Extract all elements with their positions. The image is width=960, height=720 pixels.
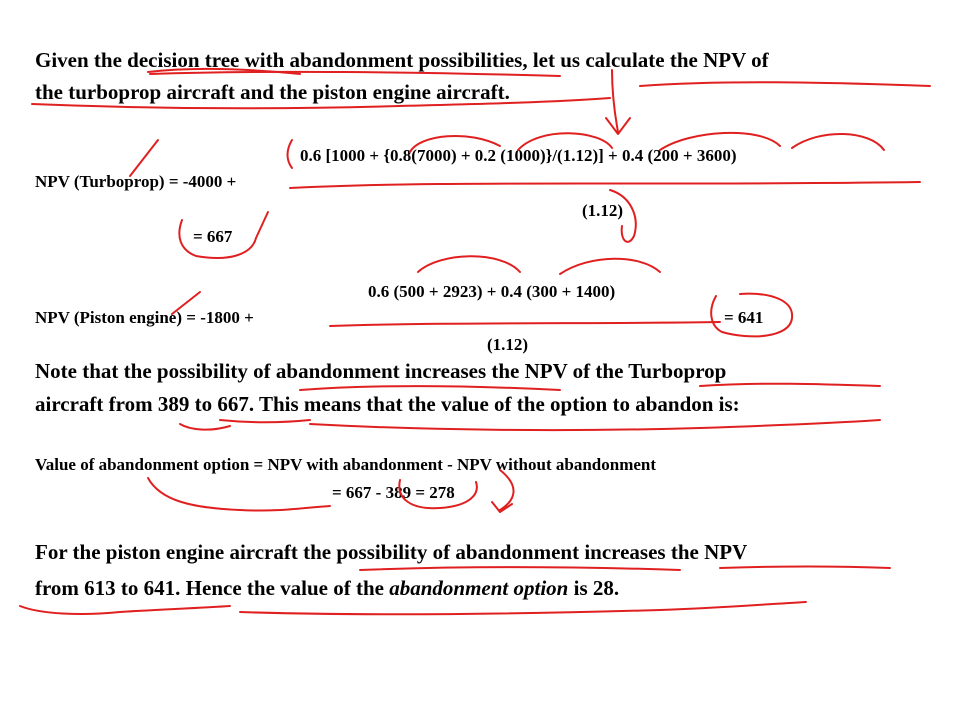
- ink-arc-4: [792, 134, 884, 150]
- ink-underline-possibility: [300, 386, 560, 390]
- ink-underline-npv: [720, 567, 890, 569]
- ink-curve-top-right: [640, 82, 930, 86]
- piston-note-text-b: is 28.: [568, 576, 620, 600]
- ink-fraction-line-2: [330, 322, 720, 326]
- value-option-line-2: = 667 - 389 = 278: [332, 483, 455, 502]
- ink-fraction-line-1: [290, 182, 920, 188]
- ink-underline-engine: [360, 567, 680, 570]
- piston-note-italic: abandonment option: [389, 576, 569, 600]
- intro-line-1: Given the decision tree with abandonment possibilities, let us calculate the NPV of: [35, 48, 769, 72]
- piston-result: = 641: [724, 308, 764, 327]
- piston-note-line-2: [35, 576, 619, 601]
- ink-underline-389: [180, 420, 310, 430]
- turboprop-numerator: 0.6 [1000 + {0.8(7000) + 0.2 (1000)}/(1.12)] + 0.4 (200 + 3600): [300, 146, 737, 165]
- ink-arrow-down: [606, 70, 630, 134]
- ink-underline-hence: [240, 602, 806, 614]
- piston-note-line-1: For the piston engine aircraft the possibility of abandonment increases the NPV: [35, 540, 748, 564]
- turboprop-result: = 667: [193, 227, 233, 246]
- ink-bracket-613: [20, 606, 230, 614]
- intro-line-2: the turboprop aircraft and the piston engine aircraft.: [35, 80, 510, 104]
- ink-squiggle-value: [148, 478, 330, 511]
- piston-numerator: 0.6 (500 + 2923) + 0.4 (300 + 1400): [368, 282, 616, 301]
- note-line-2: aircraft from 389 to 667. This means that the value of the option to abandon is:: [35, 392, 740, 416]
- ink-arrow-278: [492, 470, 514, 512]
- turboprop-denominator: (1.12): [582, 201, 624, 220]
- value-option-line-1: Value of abandonment option = NPV with abandonment - NPV without abandonment: [35, 455, 657, 474]
- turboprop-npv-label: NPV (Turboprop) = -4000 +: [35, 172, 237, 191]
- note-line-1: Note that the possibility of abandonment increases the NPV of the Turboprop: [35, 359, 727, 383]
- ink-bracket-left: [288, 140, 293, 168]
- piston-note-text-a: from 613 to 641. Hence the value of the: [35, 576, 390, 600]
- ink-underline-abandon: [310, 420, 880, 430]
- ink-arc-6: [560, 259, 660, 274]
- piston-denominator: (1.12): [487, 335, 529, 354]
- ink-underline-turboprop-2: [700, 384, 880, 386]
- piston-npv-label: NPV (Piston engine) = -1800 +: [35, 308, 254, 327]
- ink-arc-5: [418, 256, 520, 272]
- ink-slash-top: [130, 140, 158, 176]
